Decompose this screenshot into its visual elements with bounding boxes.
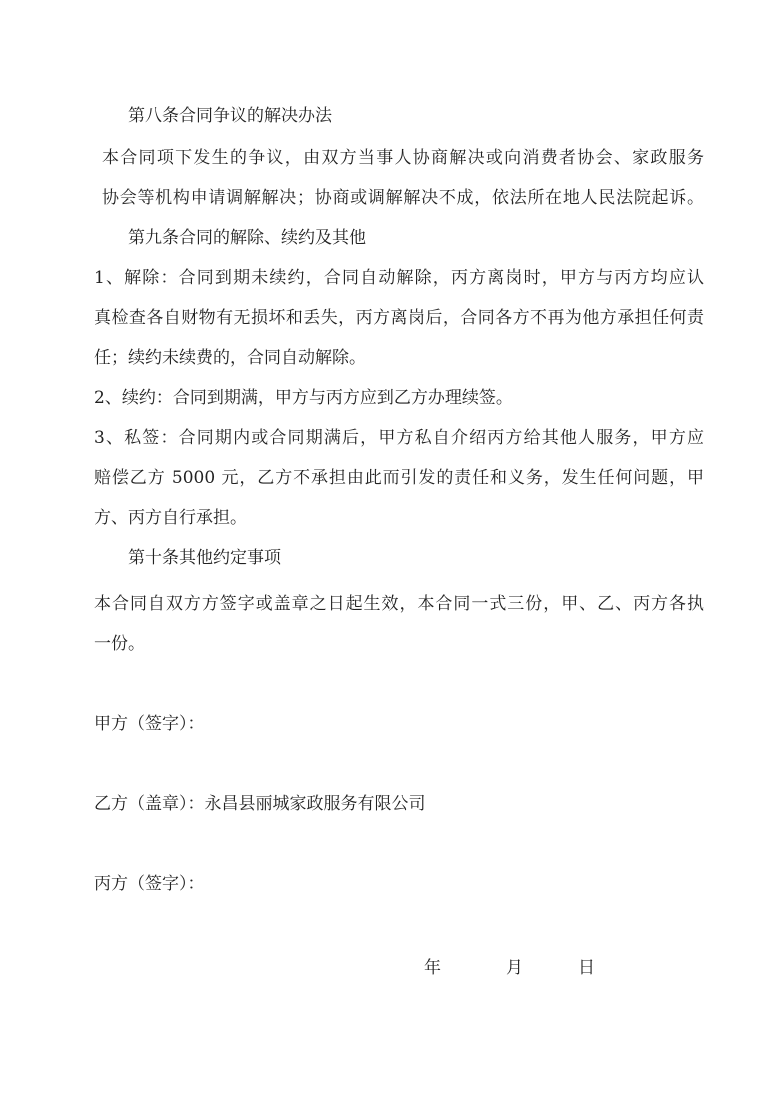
- article8-paragraph-line: 本合同项下发生的争议，由双方当事人协商解决或向消费者协会、家政服务: [102, 148, 704, 168]
- article9-item3-line: 3、私签：合同期内或合同期满后，甲方私自介绍丙方给其他人服务，甲方应: [94, 428, 704, 448]
- article10-heading: 第十条其他约定事项: [128, 548, 281, 568]
- party-b-seal-label: 乙方（盖章）：永昌县丽城家政服务有限公司: [94, 794, 426, 814]
- date-year-label: 年: [424, 958, 441, 978]
- article9-item1-line: 真检查各自财物有无损坏和丢失，丙方离岗后，合同各方不再为他方承担任何责: [94, 308, 704, 328]
- article9-item2: 2、续约：合同到期满，甲方与丙方应到乙方办理续签。: [94, 388, 513, 408]
- date-day-label: 日: [578, 958, 595, 978]
- party-a-signature-label: 甲方（签字）：: [94, 714, 205, 734]
- article9-item1-line: 1、解除：合同到期未续约，合同自动解除，丙方离岗时，甲方与丙方均应认: [94, 268, 704, 288]
- party-c-signature-label: 丙方（签字）：: [94, 874, 205, 894]
- article9-item1-line: 任；续约未续费的，合同自动解除。: [94, 348, 366, 368]
- article10-paragraph-line: 本合同自双方方签字或盖章之日起生效，本合同一式三份，甲、乙、丙方各执: [94, 594, 704, 614]
- article9-item3-line: 方、丙方自行承担。: [94, 508, 247, 528]
- date-month-label: 月: [506, 958, 523, 978]
- article9-item3-line: 赔偿乙方 5000 元，乙方不承担由此而引发的责任和义务，发生任何问题，甲: [94, 468, 704, 488]
- article9-heading: 第九条合同的解除、续约及其他: [128, 228, 366, 248]
- article8-paragraph-line: 协会等机构申请调解解决；协商或调解解决不成，依法所在地人民法院起诉。: [102, 188, 704, 208]
- article10-paragraph-line: 一份。: [94, 634, 145, 654]
- article8-heading: 第八条合同争议的解决办法: [128, 106, 332, 126]
